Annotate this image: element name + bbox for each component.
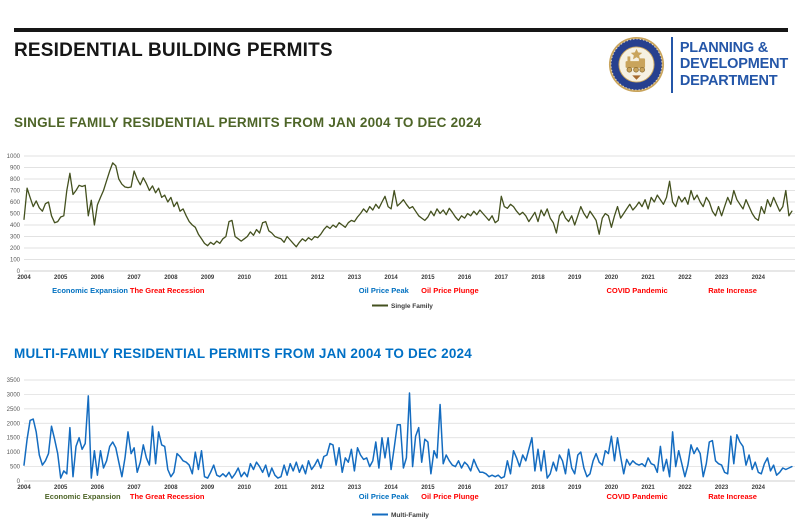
legend-label: Single Family bbox=[391, 303, 433, 310]
timeline-annotation: Economic Expansion bbox=[44, 492, 121, 501]
x-axis-tick-label: 2015 bbox=[421, 275, 435, 281]
x-axis-tick-label: 2024 bbox=[751, 275, 765, 281]
y-axis-tick-label: 600 bbox=[9, 200, 20, 206]
y-axis-tick-label: 500 bbox=[9, 211, 20, 218]
x-axis-tick-label: 2018 bbox=[531, 485, 545, 491]
y-axis-tick-label: 100 bbox=[9, 257, 20, 264]
y-axis-tick-label: 900 bbox=[9, 165, 20, 172]
y-axis-tick-label: 2000 bbox=[6, 421, 20, 428]
x-axis-tick-label: 2007 bbox=[127, 275, 141, 281]
x-axis-tick-label: 2012 bbox=[311, 485, 325, 491]
x-axis-tick-label: 2021 bbox=[641, 485, 655, 491]
timeline-annotation: Economic Expansion bbox=[52, 286, 129, 295]
y-axis-tick-label: 300 bbox=[9, 234, 20, 241]
x-axis-tick-label: 2013 bbox=[347, 485, 362, 491]
x-axis-tick-label: 2017 bbox=[494, 275, 508, 281]
timeline-annotation: Rate Increase bbox=[708, 492, 757, 501]
y-axis-tick-label: 800 bbox=[9, 177, 20, 183]
timeline-annotation: The Great Recession bbox=[129, 286, 205, 295]
timeline-annotation: Oil Price Peak bbox=[358, 286, 409, 295]
x-axis-tick-label: 2004 bbox=[17, 275, 31, 281]
y-axis-tick-label: 200 bbox=[9, 246, 20, 252]
page-title: RESIDENTIAL BUILDING PERMITS bbox=[14, 40, 333, 61]
y-axis-tick-label: 700 bbox=[9, 188, 20, 195]
x-axis-tick-label: 2010 bbox=[237, 485, 251, 491]
series-line bbox=[24, 393, 792, 478]
x-axis-tick-label: 2013 bbox=[347, 275, 362, 281]
timeline-annotation: COVID Pandemic bbox=[606, 492, 668, 501]
x-axis-tick-label: 2023 bbox=[714, 275, 729, 281]
y-axis-tick-label: 0 bbox=[16, 269, 20, 275]
x-axis-tick-label: 2019 bbox=[568, 275, 582, 281]
x-axis-tick-label: 2012 bbox=[311, 275, 325, 281]
x-axis-tick-label: 2005 bbox=[54, 485, 68, 491]
x-axis-tick-label: 2007 bbox=[127, 485, 141, 491]
y-axis-tick-label: 3500 bbox=[6, 378, 20, 384]
legend-label: Multi-Family bbox=[391, 512, 429, 519]
department-logo bbox=[608, 36, 788, 93]
department-name-line: DEVELOPMENT bbox=[679, 56, 788, 73]
timeline-annotation: Oil Price Peak bbox=[358, 492, 409, 501]
department-name bbox=[680, 40, 788, 89]
x-axis-tick-label: 2021 bbox=[641, 275, 655, 281]
x-axis-tick-label: 2009 bbox=[200, 275, 215, 281]
multi-family-chart-title: MULTI-FAMILY RESIDENTIAL PERMITS FROM JAN 2004 TO DEC 2024 bbox=[14, 346, 472, 361]
timeline-annotation: The Great Recession bbox=[129, 492, 205, 501]
city-seal-icon bbox=[608, 36, 665, 93]
series-line bbox=[24, 163, 792, 247]
y-axis-tick-label: 3000 bbox=[6, 392, 20, 399]
y-axis-tick-label: 500 bbox=[9, 464, 20, 471]
y-axis-tick-label: 1500 bbox=[6, 435, 20, 442]
logo-divider bbox=[671, 37, 673, 93]
x-axis-tick-label: 2004 bbox=[17, 485, 31, 491]
timeline-annotation: Rate Increase bbox=[708, 286, 757, 295]
timeline-annotation: Oil Price Plunge bbox=[421, 286, 479, 295]
x-axis-tick-label: 2020 bbox=[604, 275, 619, 281]
x-axis-tick-label: 2019 bbox=[568, 485, 582, 491]
x-axis-tick-label: 2011 bbox=[274, 485, 288, 491]
x-axis-tick-label: 2009 bbox=[200, 485, 215, 491]
x-axis-tick-label: 2005 bbox=[54, 275, 68, 281]
y-axis-tick-label: 1000 bbox=[6, 154, 20, 160]
x-axis-tick-label: 2016 bbox=[457, 275, 472, 281]
x-axis-tick-label: 2006 bbox=[90, 275, 105, 281]
department-name-line: DEPARTMENT bbox=[679, 72, 778, 89]
x-axis-tick-label: 2020 bbox=[604, 485, 619, 491]
single-family-chart bbox=[0, 140, 800, 322]
x-axis-tick-label: 2014 bbox=[384, 485, 398, 491]
x-axis-tick-label: 2015 bbox=[421, 485, 435, 491]
x-axis-tick-label: 2022 bbox=[678, 485, 692, 491]
x-axis-tick-label: 2023 bbox=[714, 485, 729, 491]
x-axis-tick-label: 2008 bbox=[164, 275, 178, 281]
x-axis-tick-label: 2024 bbox=[751, 485, 765, 491]
timeline-annotation: Oil Price Plunge bbox=[421, 492, 479, 501]
gridlines bbox=[24, 156, 795, 271]
y-axis-tick-label: 0 bbox=[16, 479, 20, 485]
x-axis-tick-label: 2010 bbox=[237, 275, 251, 281]
x-axis-tick-label: 2011 bbox=[274, 275, 288, 281]
x-axis-tick-label: 2014 bbox=[384, 275, 398, 281]
x-axis-tick-label: 2022 bbox=[678, 275, 692, 281]
x-axis-tick-label: 2017 bbox=[494, 485, 508, 491]
single-family-chart-title: SINGLE FAMILY RESIDENTIAL PERMITS FROM JAN 2004 TO DEC 2024 bbox=[14, 115, 482, 130]
x-axis-tick-label: 2006 bbox=[90, 485, 105, 491]
x-axis-tick-label: 2018 bbox=[531, 275, 545, 281]
x-axis-tick-label: 2016 bbox=[457, 485, 472, 491]
header-divider-bar bbox=[14, 28, 788, 32]
timeline-annotation: COVID Pandemic bbox=[606, 286, 668, 295]
y-axis-tick-label: 1000 bbox=[6, 450, 20, 457]
multi-family-chart bbox=[0, 372, 800, 529]
x-axis-tick-label: 2008 bbox=[164, 485, 178, 491]
department-name-line: PLANNING & bbox=[679, 40, 769, 57]
y-axis-tick-label: 2500 bbox=[6, 406, 20, 413]
y-axis-tick-label: 400 bbox=[9, 223, 20, 229]
